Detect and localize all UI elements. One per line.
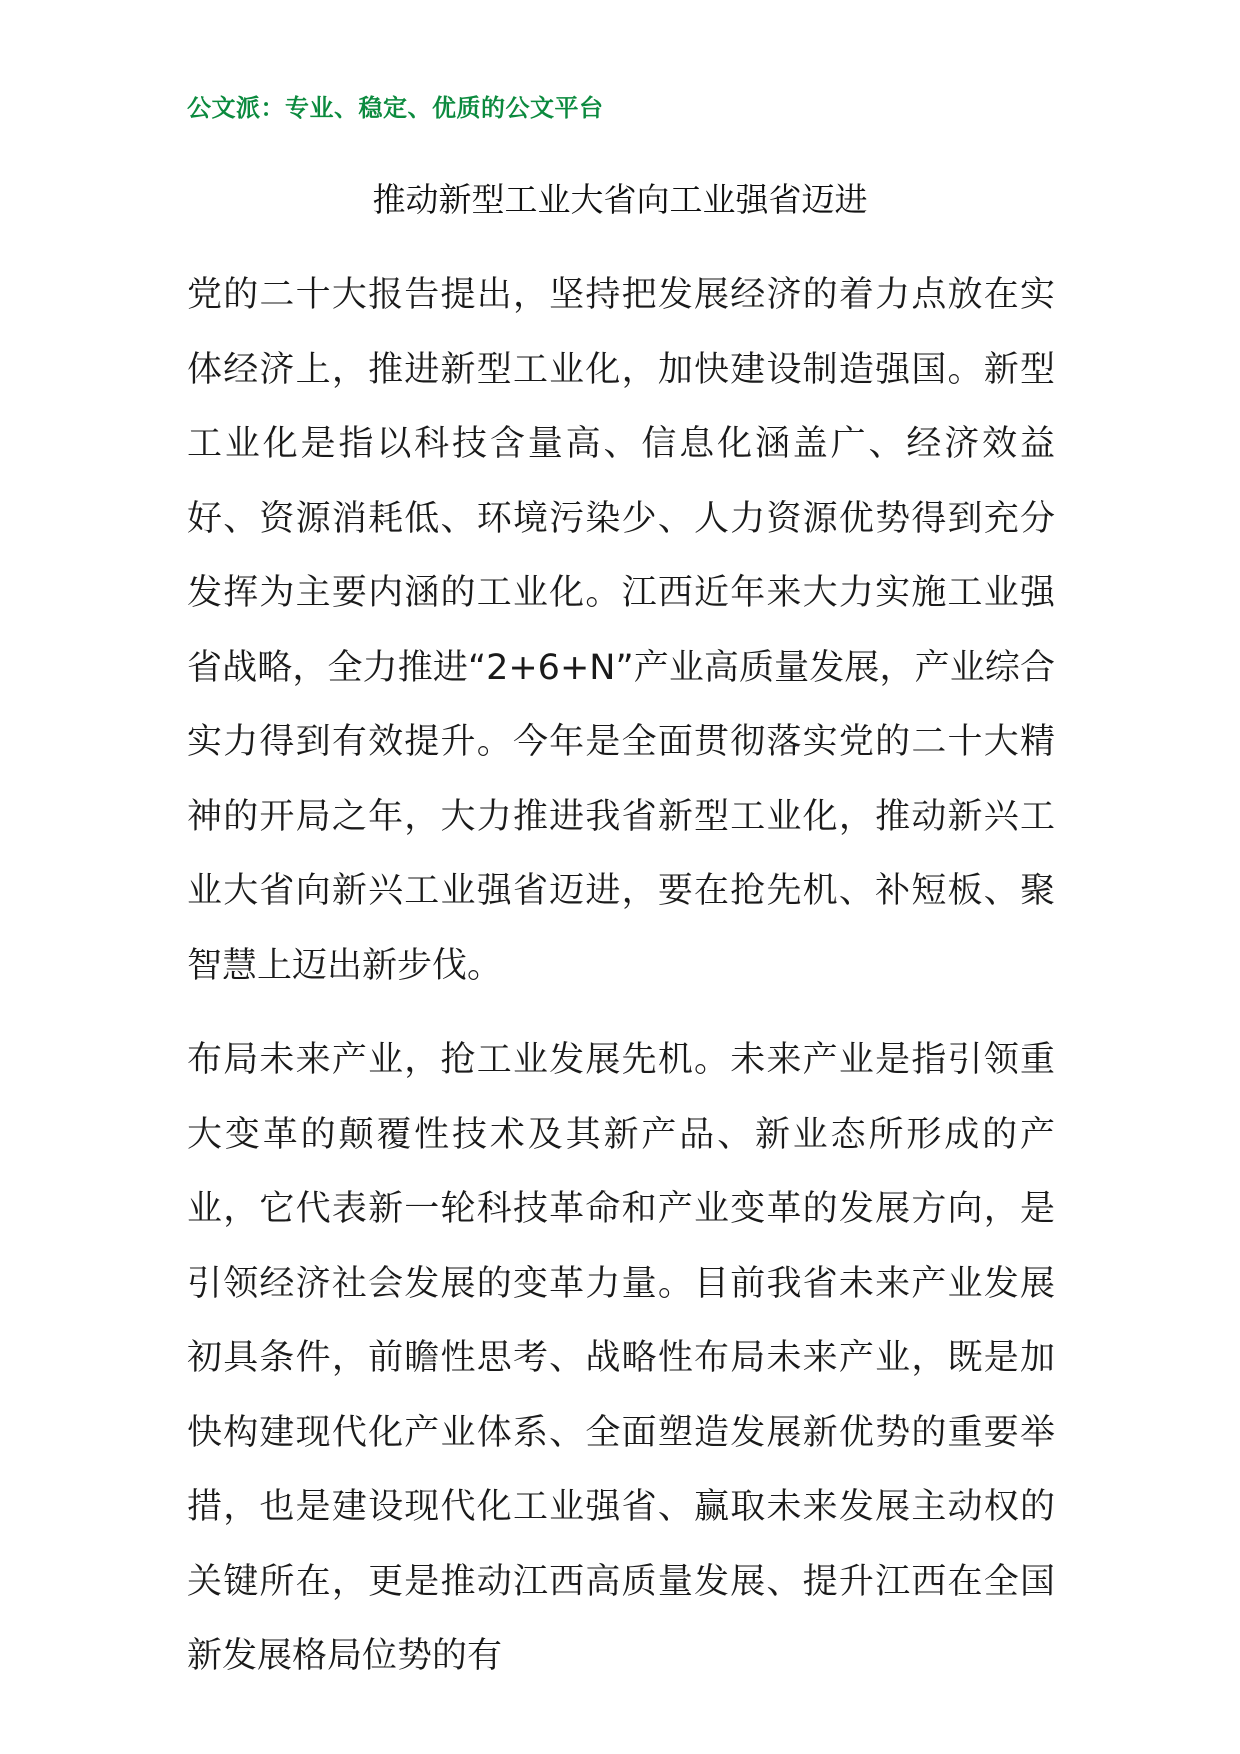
page-title: 推动新型工业大省向工业强省迈进 xyxy=(372,180,868,219)
paragraph-future-industry: 布局未来产业，抢工业发展先机。未来产业是指引领重大变革的颠覆性技术及其新产品、新业态所形成的产业，它代表新一轮科技革命和产业变革的发展方向，是引领经济社会发展的变革力量。目前我省未来产业发展初具条件，前瞻性思考、战略性布局未来产业，既是加快构建现代化产业体系、全面塑造发展新优势的重要举措，也是建设现代化工业强省、赢取未来发展主动权的关键所在，更是推动江西高质量发展、提升江西在全国新发展格局位势的有 xyxy=(187,1040,1055,1676)
site-banner: 公文派：专业、稳定、优质的公文平台 xyxy=(187,94,604,122)
paragraph-intro: 党的二十大报告提出，坚持把发展经济的着力点放在实体经济上，推进新型工业化，加快建设制造强国。新型工业化是指以科技含量高、信息化涵盖广、经济效益好、资源消耗低、环境污染少、人力资源优势得到充分发挥为主要内涵的工业化。江西近年来大力实施工业强省战略，全力推进“2+6+N”产业高质量发展，产业综合实力得到有效提升。今年是全面贯彻落实党的二十大精神的开局之年，大力推进我省新型工业化，推动新兴工业大省向新兴工业强省迈进，要在抢先机、补短板、聚智慧上迈出新步伐。 xyxy=(187,275,1055,986)
document-body xyxy=(187,258,1055,1694)
